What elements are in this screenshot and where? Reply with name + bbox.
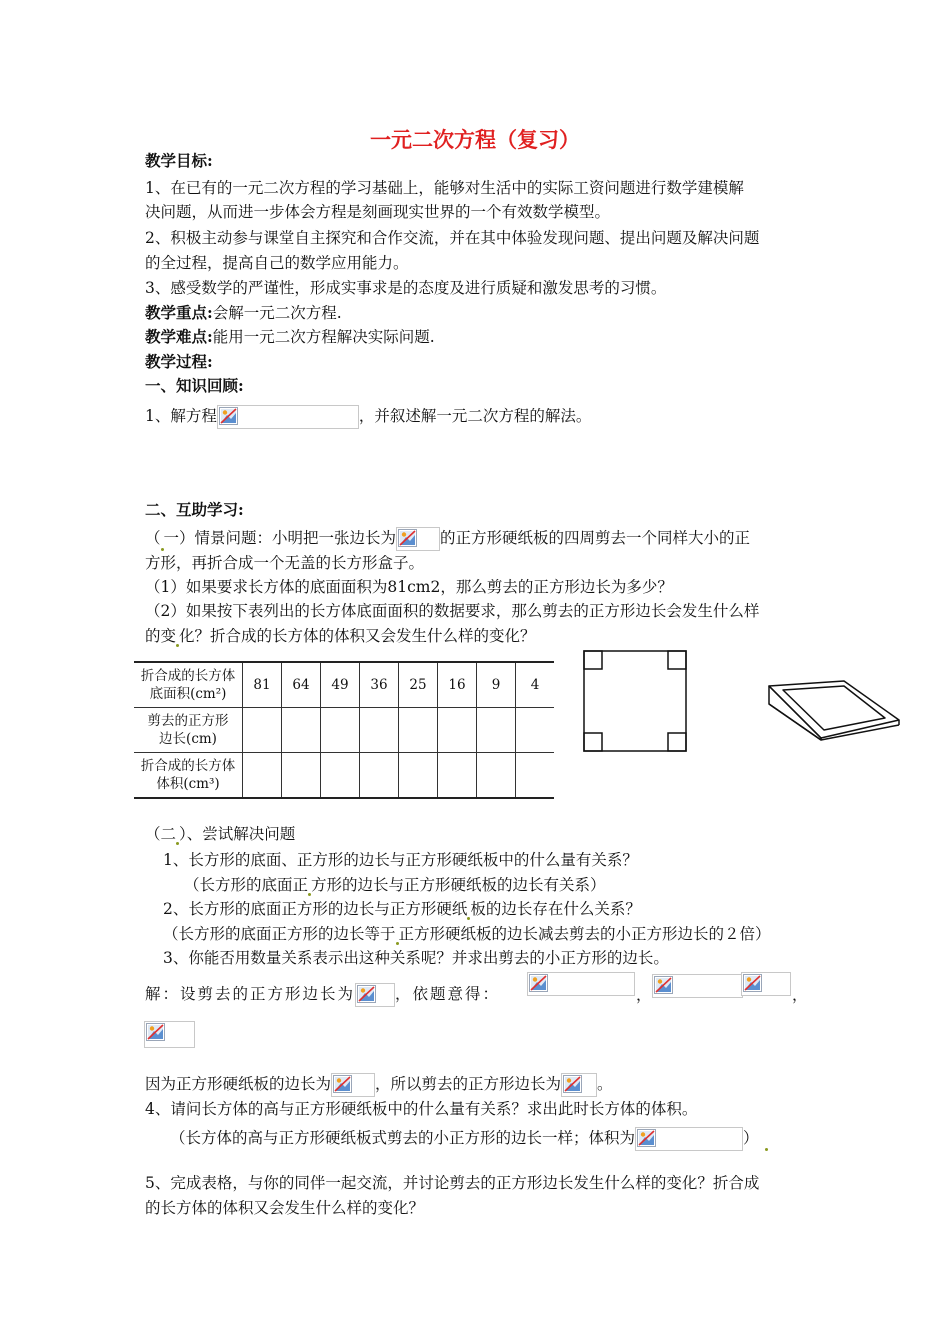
- equation-image-1: [527, 972, 635, 996]
- equation-image-2: [652, 974, 743, 998]
- broken-image-icon: [219, 407, 238, 425]
- broken-image-icon: [357, 985, 376, 1003]
- page-title: 一元二次方程（复习）: [370, 128, 580, 152]
- table-cell: 64: [282, 662, 321, 708]
- table-cell[interactable]: [477, 708, 516, 753]
- goals-heading: 教学目标:: [145, 151, 213, 170]
- row-header: 折合成的长方体 体积(cm³): [134, 753, 243, 799]
- question-5-line-1: 5、完成表格，与你的同伴一起交流，并讨论剪去的正方形边长发生什么样的变化？折合成: [145, 1174, 760, 1192]
- goal-2-line-1: 2、积极主动参与课堂自主探究和合作交流，并在其中体验发现问题、提出问题及解决问题: [145, 229, 760, 247]
- broken-image-icon: [563, 1075, 582, 1093]
- section-1-heading: 一、知识回顾:: [145, 376, 244, 395]
- table-cell[interactable]: [243, 708, 282, 753]
- question-text: 1、解方程: [145, 407, 217, 425]
- solution-line: 解：设剪去的正方形边长为 ，依题意得：: [145, 983, 500, 1007]
- equation-image-4: [144, 1021, 195, 1048]
- part-2-answer-1: （长方形的底面正 方形的边长与正方形硬纸板的边长有关系）: [184, 876, 606, 894]
- scenario-text: 一）情景问题：小明把一张边长为: [163, 529, 397, 547]
- part-2-answer-2: （长方形的底面正方形的边长等于 正方形硬纸板的边长减去剪去的小正方形边长的２倍）: [163, 925, 771, 943]
- difficulty-text: 能用一元二次方程解决实际问题.: [212, 328, 435, 346]
- table-cell[interactable]: [477, 753, 516, 799]
- row-header: 折合成的长方体 底面积(cm²): [134, 662, 243, 708]
- table-cell: 49: [321, 662, 360, 708]
- table-row: [134, 753, 554, 799]
- table-cell: 36: [360, 662, 399, 708]
- scenario-line-2: 方形，再折合成一个无盖的长方形盒子。: [145, 554, 425, 572]
- table-cell[interactable]: [282, 753, 321, 799]
- answer-image: [561, 1073, 597, 1097]
- table-cell[interactable]: [321, 753, 360, 799]
- variable-image: [355, 983, 395, 1007]
- table-cell[interactable]: [360, 753, 399, 799]
- question-1: （1）如果要求长方体的底面面积为81cm2，那么剪去的正方形边长为多少？: [145, 578, 673, 596]
- table-cell[interactable]: [243, 753, 282, 799]
- section-1-question-1: [145, 405, 591, 429]
- table-cell: 81: [243, 662, 282, 708]
- because-line: 因为正方形硬纸板的边长为 ，所以剪去的正方形边长为 。: [145, 1073, 613, 1097]
- key-point-text: 会解一元二次方程.: [212, 304, 342, 322]
- part-2-question-3: 3、你能否用数量关系表示出这种关系呢？并求出剪去的小正方形的边长。: [163, 949, 669, 967]
- part-2-question-1: 1、长方形的底面、正方形的边长与正方形硬纸板中的什么量有关系？: [163, 851, 638, 869]
- table-cell[interactable]: [282, 708, 321, 753]
- goal-2-line-2: 的全过程，提高自己的数学应用能力。: [145, 254, 409, 272]
- table-cell[interactable]: [399, 708, 438, 753]
- process-heading: 教学过程:: [145, 352, 213, 371]
- open-box-diagram: [766, 678, 902, 742]
- table-cell[interactable]: [516, 708, 555, 753]
- equation-image: [217, 405, 359, 429]
- question-text-end: ，并叙述解一元二次方程的解法。: [358, 407, 592, 425]
- table-cell: 9: [477, 662, 516, 708]
- side-length-image: [396, 527, 440, 551]
- table-row: [134, 708, 554, 753]
- volume-image: [635, 1127, 743, 1151]
- table-cell[interactable]: [360, 708, 399, 753]
- table-cell: 25: [399, 662, 438, 708]
- cut-square-diagram: [583, 650, 688, 753]
- section-2-heading: 二、互助学习:: [145, 500, 244, 519]
- table-cell[interactable]: [438, 753, 477, 799]
- question-2-text: 的变: [145, 627, 177, 645]
- key-point: [145, 302, 342, 324]
- goal-1-line-1: 1、在已有的一元二次方程的学习基础上，能够对生活中的实际工资问题进行数学建模解: [145, 179, 744, 197]
- part-2-heading: （二 ）、尝试解决问题: [145, 825, 296, 843]
- comma: ，: [792, 986, 808, 1004]
- question-5-line-2: 的长方体的体积又会发生什么样的变化？: [145, 1199, 425, 1217]
- question-4: 4、请问长方体的高与正方形硬纸板中的什么量有关系？求出此时长方体的体积。: [145, 1100, 698, 1118]
- table-cell[interactable]: [321, 708, 360, 753]
- equation-image-3: [741, 972, 791, 996]
- table-cell[interactable]: [516, 753, 555, 799]
- table-cell[interactable]: [399, 753, 438, 799]
- table-cell[interactable]: [438, 708, 477, 753]
- table-cell: 16: [438, 662, 477, 708]
- goal-3: 3、感受数学的严谨性，形成实事求是的态度及进行质疑和激发思考的习惯。: [145, 279, 667, 297]
- broken-image-icon: [529, 974, 548, 992]
- broken-image-icon: [637, 1129, 656, 1147]
- broken-image-icon: [654, 976, 673, 994]
- scenario-text-end: 的正方形硬纸板的四周剪去一个同样大小的正: [440, 529, 751, 547]
- difficulty: [145, 326, 435, 348]
- scenario-paren: （: [145, 529, 161, 547]
- goal-1-line-2: 决问题，从而进一步体会方程是刻画现实世界的一个有效数学模型。: [145, 203, 611, 221]
- dot-mark: [161, 548, 164, 551]
- broken-image-icon: [398, 529, 417, 547]
- broken-image-icon: [333, 1075, 352, 1093]
- question-2-text-end: 化？折合成的长方体的体积又会发生什么样的变化？: [179, 627, 536, 645]
- broken-image-icon: [743, 974, 762, 992]
- part-2-question-2: 2、长方形的底面正方形的边长与正方形硬纸 板的边长存在什么关系？: [163, 900, 641, 918]
- row-header: 剪去的正方形 边长(cm): [134, 708, 243, 753]
- comma: ，: [636, 986, 652, 1004]
- question-2-line-1: （2）如果按下表列出的长方体底面面积的数据要求，那么剪去的正方形边长会发生什么样: [145, 602, 760, 620]
- data-table: [134, 661, 554, 799]
- dot-mark: [765, 1148, 768, 1151]
- answer-4: （长方体的高与正方形硬纸板式剪去的小正方形的边长一样；体积为 ）: [170, 1127, 768, 1151]
- key-point-label: 教学重点:: [145, 303, 213, 322]
- broken-image-icon: [146, 1023, 165, 1041]
- difficulty-label: 教学难点:: [145, 327, 213, 346]
- side-length-image: [331, 1073, 375, 1097]
- table-row: [134, 662, 554, 708]
- scenario-line-1: [145, 527, 750, 551]
- question-2-line-2: [145, 625, 536, 647]
- table-cell: 4: [516, 662, 555, 708]
